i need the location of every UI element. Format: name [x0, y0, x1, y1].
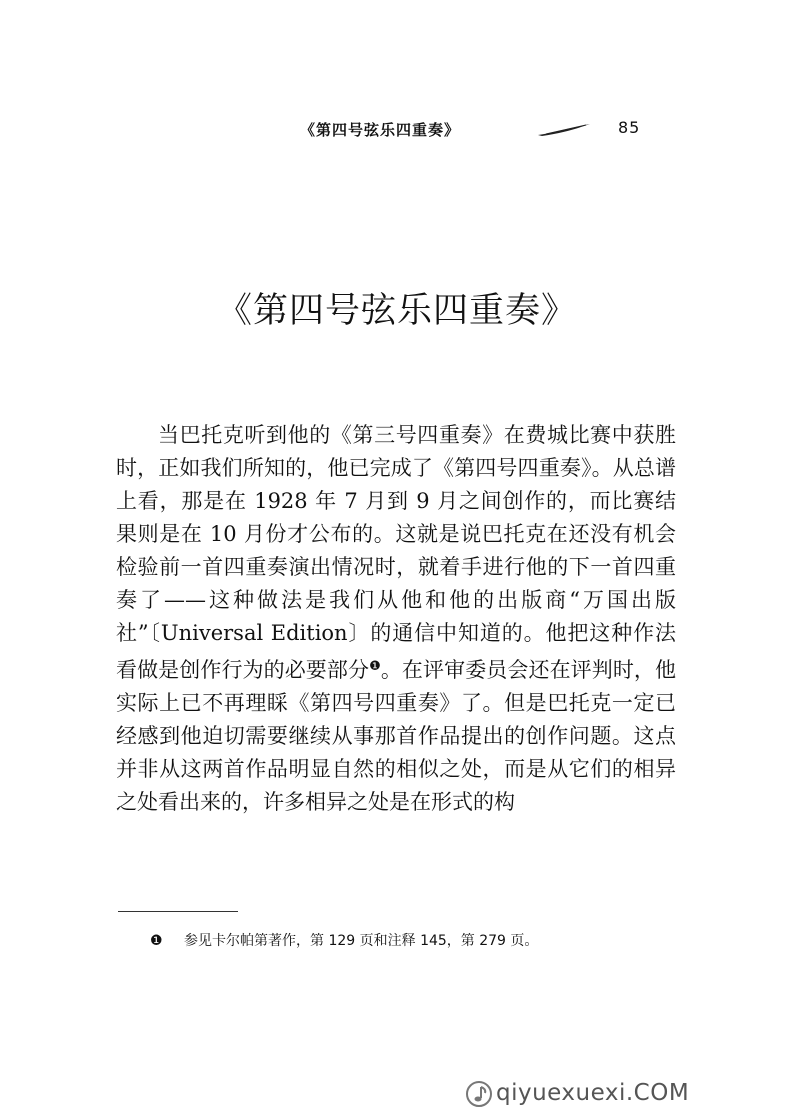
quill-ornament-icon — [536, 123, 592, 137]
body-text — [116, 419, 676, 819]
paragraph-text-continued: 。在评审委员会还在评判时，他实际上已不再理睬《第四号四重奏》了。但是巴托克一定已经感到他迫切需要继续从事那首作品提出的创作问题。这点并非从这两首作品明显自然的相似之处，而是从它们的相异之处看出来的，许多相异之处是在形式的构 — [116, 658, 677, 814]
footnote-reference[interactable]: ❶ — [369, 659, 381, 674]
running-header-title: 《第四号弦乐四重奏》 — [300, 121, 461, 139]
paragraph-text: 当巴托克听到他的《第三号四重奏》在费城比赛中获胜时，正如我们所知的，他已完成了《第四号四重奏》。从总谱上看，那是在 1928 年 7 月到 9 月之间创作的，而比赛结果则是在 10 月份才公布的。这就是说巴托克在还没有机会检验前一首四重奏演出情况时，就着手进行他的下一首四重奏了——这种做法是我们从他和他的出版商“万国出版社”〔Universal Edition〕的通信中知道的。他把这种作法看做是创作行为的必要部分 — [116, 423, 676, 682]
body-paragraph — [116, 419, 676, 819]
music-note-logo-icon — [466, 1081, 492, 1107]
footnote-divider — [118, 911, 238, 912]
footnote-marker: ❶ — [150, 933, 163, 949]
footnote-text: 参见卡尔帕第著作，第 129 页和注释 145，第 279 页。 — [184, 933, 539, 949]
page-number: 85 — [618, 118, 641, 137]
site-watermark — [466, 1079, 766, 1111]
watermark-text: qiyuexuexi.COM — [496, 1080, 690, 1106]
chapter-title: 《第四号弦乐四重奏》 — [216, 291, 577, 331]
running-header — [300, 117, 660, 143]
